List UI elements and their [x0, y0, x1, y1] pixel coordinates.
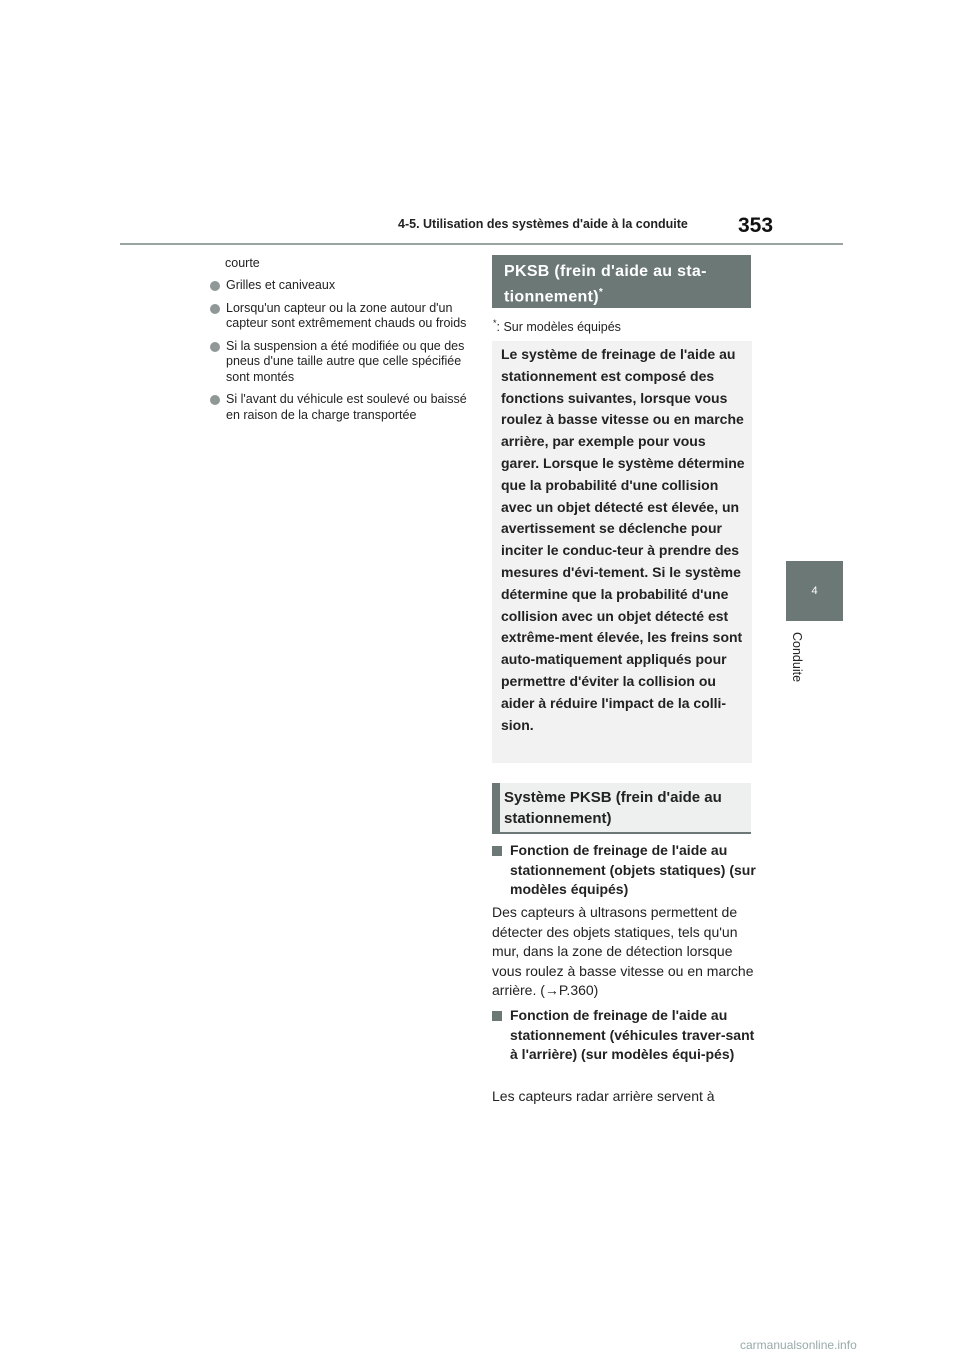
list-item: [210, 392, 472, 423]
subheading-text: Fonction de freinage de l'aide au stationnement (objets statiques) (sur modèles équipés): [510, 842, 756, 897]
continuation-text: courte: [225, 256, 260, 270]
section-heading-label: PKSB (frein d'aide au sta-tionnement): [504, 263, 707, 306]
bullet-icon: [210, 281, 220, 291]
square-bullet-icon: [492, 846, 502, 856]
square-bullet-icon: [492, 1011, 502, 1021]
bullet-icon: [210, 395, 220, 405]
subsection-heading-text: Système PKSB (frein d'aide au stationnement): [504, 789, 722, 827]
subheading-static-objects: [492, 841, 754, 901]
chapter-tab: 4: [786, 561, 843, 621]
list-item-text: Si la suspension a été modifiée ou que des pneus d'une taille autre que celle spécifiée sont montés: [226, 338, 465, 384]
list-item: [210, 339, 472, 386]
bullet-icon: [210, 304, 220, 314]
page-number: 353: [738, 214, 774, 237]
intro-text: Le système de freinage de l'aide au stationnement est composé des fonctions suivantes, lorsque vous roulez à basse vitesse ou en marche arrière, par exemple pour vous garer. Lorsque le système détermine que la probabilité d'une collision avec un objet détecté est élevée, un avertissement se déclenche pour inciter le conduc-teur à prendre des mesures d'évi-tement. Si le système détermine que la probabilité d'une collision avec un objet détecté est extrême-ment élevée, les freins sont auto-matiquement appliqués pour permettre d'éviter la collision ou aider à réduire l'impact de la colli-sion.: [501, 346, 745, 733]
subsection-heading: [492, 783, 751, 834]
list-item-text: Lorsqu'un capteur ou la zone autour d'un capteur sont extrêmement chauds ou froids: [226, 300, 467, 330]
subheading-rear-cross-traffic: [492, 1006, 754, 1086]
watermark: carmanualsonline.info: [740, 1338, 857, 1352]
section-title: 4-5. Utilisation des systèmes d'aide à la conduite: [398, 217, 688, 231]
footnote: [493, 318, 621, 334]
footnote-mark: *: [493, 318, 497, 328]
list-item-text: Si l'avant du véhicule est soulevé ou baissé en raison de la charge transportée: [226, 392, 467, 422]
list-item: [210, 301, 472, 332]
intro-box: [492, 341, 752, 763]
section-heading-footnote-mark: *: [598, 287, 604, 298]
subheading-text: Fonction de freinage de l'aide au stationnement (véhicules traver-sant à l'arrière) (sur modèles équi-pés): [510, 1007, 755, 1062]
body-paragraph: Des capteurs à ultrasons permettent de détecter des objets statiques, tels qu'un mur, dans la zone de détection lorsque vous roulez à basse vitesse ou en marche arrière. (→P.360): [492, 904, 754, 998]
list-item: [210, 278, 472, 294]
list-item-text: Grilles et caniveaux: [226, 278, 336, 292]
chapter-label: Conduite: [790, 632, 804, 683]
body-paragraph: Les capteurs radar arrière servent à: [492, 1088, 715, 1104]
section-heading-text: [504, 261, 744, 307]
bullet-icon: [210, 342, 220, 352]
header-divider: [120, 243, 843, 245]
section-heading-pksb: [492, 255, 751, 308]
footnote-text: : Sur modèles équipés: [496, 320, 621, 335]
condition-list: [210, 278, 472, 430]
